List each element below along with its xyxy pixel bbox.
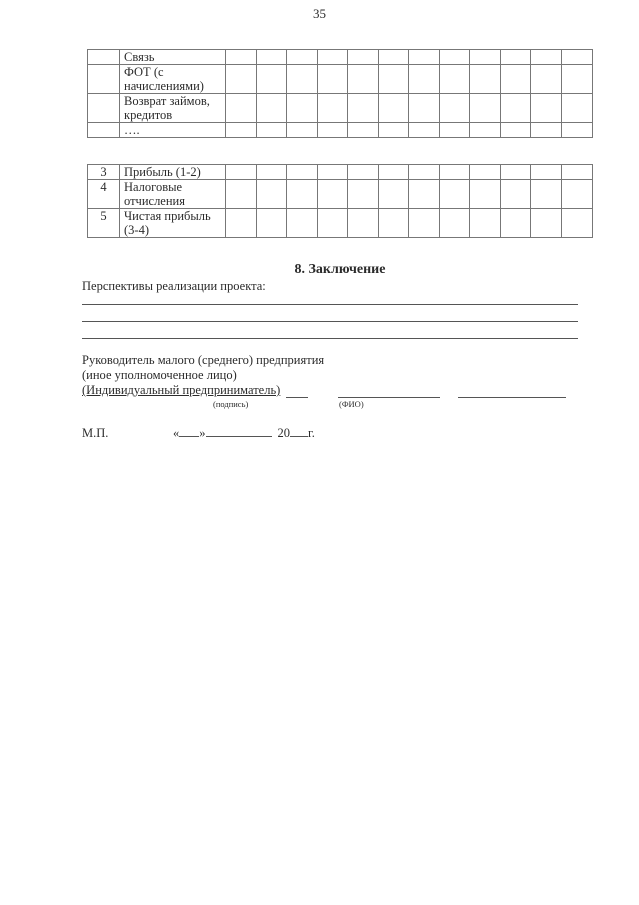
empty-value-cell [379, 123, 409, 138]
row-label-cell: Чистая прибыль (3-4) [120, 209, 226, 238]
empty-value-cell [318, 50, 348, 65]
row-label-cell: Связь [120, 50, 226, 65]
section-heading: 8. Заключение [294, 262, 386, 277]
empty-value-cell [318, 180, 348, 209]
empty-value-cell [257, 94, 287, 123]
empty-value-cell [348, 165, 379, 180]
empty-value-cell [440, 209, 470, 238]
signature-line [286, 397, 308, 398]
page-number: 35 [313, 6, 326, 21]
empty-value-cell [379, 165, 409, 180]
empty-value-cell [348, 180, 379, 209]
table-row [88, 165, 593, 180]
empty-value-cell [409, 123, 440, 138]
table-row [88, 94, 593, 123]
extra-signature-line [458, 397, 566, 398]
empty-value-cell [440, 180, 470, 209]
empty-value-cell [562, 180, 593, 209]
row-label-cell: Налоговые отчисления [120, 180, 226, 209]
empty-value-cell [470, 180, 501, 209]
empty-value-cell [409, 209, 440, 238]
row-number-cell [88, 65, 120, 94]
empty-value-cell [226, 165, 257, 180]
empty-value-cell [470, 123, 501, 138]
empty-value-cell [318, 65, 348, 94]
empty-value-cell [379, 209, 409, 238]
empty-value-cell [409, 94, 440, 123]
table-row [88, 123, 593, 138]
signatory-title-line-1: Руководитель малого (среднего) предприятия [82, 353, 325, 367]
row-label-cell: …. [120, 123, 226, 138]
empty-value-cell [501, 165, 531, 180]
empty-value-cell [287, 165, 318, 180]
empty-value-cell [379, 65, 409, 94]
empty-value-cell [440, 94, 470, 123]
table-row [88, 50, 593, 65]
prospects-label: Перспективы реализации проекта: [82, 279, 266, 293]
empty-value-cell [257, 209, 287, 238]
empty-value-cell [318, 123, 348, 138]
empty-value-cell [348, 209, 379, 238]
empty-value-cell [501, 209, 531, 238]
empty-value-cell [562, 123, 593, 138]
empty-value-cell [501, 94, 531, 123]
empty-value-cell [257, 180, 287, 209]
empty-value-cell [531, 50, 562, 65]
empty-value-cell [379, 180, 409, 209]
empty-value-cell [348, 65, 379, 94]
empty-value-cell [470, 94, 501, 123]
date-quote-open: « [173, 426, 180, 440]
empty-value-cell [348, 123, 379, 138]
empty-value-cell [226, 94, 257, 123]
empty-value-cell [470, 50, 501, 65]
empty-value-cell [470, 65, 501, 94]
empty-value-cell [562, 209, 593, 238]
empty-value-cell [348, 94, 379, 123]
month-blank [206, 436, 272, 437]
empty-value-cell [318, 165, 348, 180]
row-label-cell: ФОТ (с начислениями) [120, 65, 226, 94]
empty-value-cell [440, 65, 470, 94]
day-blank [179, 436, 199, 437]
empty-value-cell [531, 123, 562, 138]
empty-value-cell [318, 209, 348, 238]
empty-value-cell [287, 50, 318, 65]
empty-value-cell [470, 209, 501, 238]
budget-table-profit [87, 164, 593, 238]
empty-value-cell [562, 165, 593, 180]
empty-value-cell [440, 123, 470, 138]
table-row [88, 209, 593, 238]
signature-caption: (подпись) [213, 399, 249, 409]
empty-value-cell [409, 165, 440, 180]
stamp-placeholder: М.П. [82, 426, 109, 440]
empty-value-cell [562, 94, 593, 123]
empty-value-cell [501, 50, 531, 65]
budget-table-expenses [87, 49, 593, 138]
answer-line-3 [82, 338, 578, 339]
empty-value-cell [257, 65, 287, 94]
empty-value-cell [226, 123, 257, 138]
empty-value-cell [440, 165, 470, 180]
empty-value-cell [287, 123, 318, 138]
empty-value-cell [470, 165, 501, 180]
empty-value-cell [409, 65, 440, 94]
year-suffix: г. [308, 426, 315, 440]
date-field [173, 426, 315, 442]
date-quote-close: » [199, 426, 206, 440]
empty-value-cell [287, 94, 318, 123]
empty-value-cell [409, 180, 440, 209]
empty-value-cell [379, 94, 409, 123]
year-prefix: 20 [277, 426, 290, 440]
row-label-cell: Возврат займов, кредитов [120, 94, 226, 123]
empty-value-cell [379, 50, 409, 65]
empty-value-cell [287, 65, 318, 94]
table-row [88, 65, 593, 94]
row-number-cell [88, 50, 120, 65]
signatory-title-line-2: (иное уполномоченное лицо) [82, 368, 237, 382]
empty-value-cell [440, 50, 470, 65]
row-label-cell: Прибыль (1-2) [120, 165, 226, 180]
empty-value-cell [531, 94, 562, 123]
empty-value-cell [501, 123, 531, 138]
empty-value-cell [348, 50, 379, 65]
fio-line [338, 397, 440, 398]
empty-value-cell [226, 180, 257, 209]
empty-value-cell [257, 165, 287, 180]
empty-value-cell [226, 209, 257, 238]
year-blank [290, 436, 308, 437]
empty-value-cell [531, 180, 562, 209]
empty-value-cell [257, 50, 287, 65]
empty-value-cell [409, 50, 440, 65]
empty-value-cell [531, 65, 562, 94]
empty-value-cell [562, 50, 593, 65]
empty-value-cell [257, 123, 287, 138]
empty-value-cell [226, 50, 257, 65]
row-number-cell [88, 123, 120, 138]
row-number-cell: 3 [88, 165, 120, 180]
empty-value-cell [318, 94, 348, 123]
row-number-cell: 4 [88, 180, 120, 209]
empty-value-cell [287, 209, 318, 238]
empty-value-cell [531, 209, 562, 238]
table-row [88, 180, 593, 209]
empty-value-cell [501, 180, 531, 209]
answer-line-2 [82, 321, 578, 322]
empty-value-cell [531, 165, 562, 180]
row-number-cell [88, 94, 120, 123]
empty-value-cell [562, 65, 593, 94]
signatory-title-line-3: (Индивидуальный предприниматель) [82, 383, 281, 397]
empty-value-cell [501, 65, 531, 94]
empty-value-cell [226, 65, 257, 94]
empty-value-cell [287, 180, 318, 209]
fio-caption: (ФИО) [339, 399, 364, 409]
answer-line-1 [82, 304, 578, 305]
row-number-cell: 5 [88, 209, 120, 238]
